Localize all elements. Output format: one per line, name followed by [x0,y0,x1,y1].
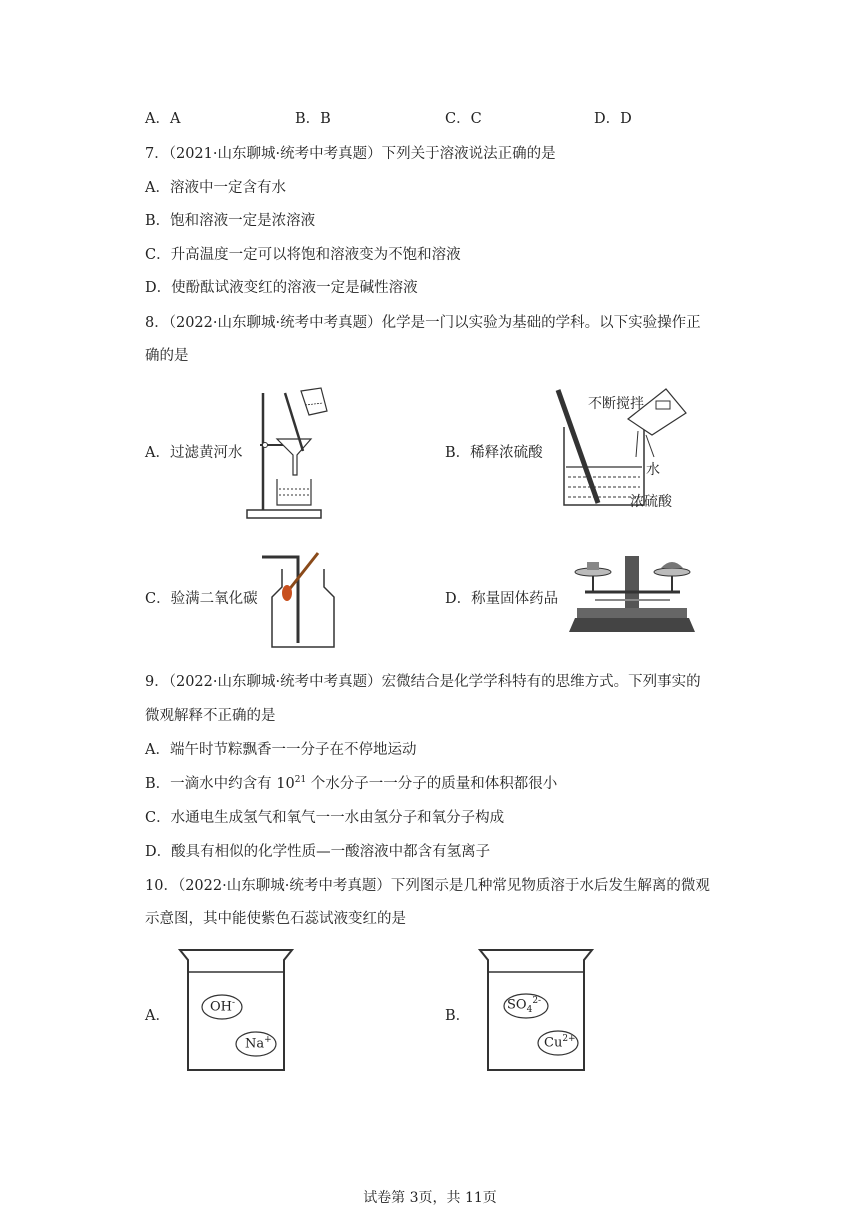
q8-option-c: C．验满二氧化碳 [145,591,258,607]
ion-sulfate: $SO_4^{2-}$ [507,996,542,1015]
q10-stem-line1: 10．（2022·山东聊城·统考中考真题）下列图示是几种常见物质溶于水后发生解离的微观 [145,878,710,894]
q6-option-d: D．D [594,111,632,127]
stir-label: 不断搅拌 [588,396,644,412]
water-label: 水 [646,462,660,478]
q8-stem-line2: 确的是 [145,348,189,364]
q6-option-b: B．B [295,111,331,127]
q9-option-a: A．端午时节粽飘香一一分子在不停地运动 [145,742,417,758]
co2-test-figure [262,551,344,651]
q7-stem: 7．（2021·山东聊城·统考中考真题）下列关于溶液说法正确的是 [145,146,556,162]
ion-hydroxide: OH- [210,998,236,1015]
q9-option-c: C．水通电生成氢气和氧气一一水由氢分子和氧分子构成 [145,810,505,826]
acid-label: 浓硫酸 [630,494,672,510]
q9-stem-line2: 微观解释不正确的是 [145,708,276,724]
q6-option-a: A．A [145,111,181,127]
q8-stem-line1: 8．（2022·山东聊城·统考中考真题）化学是一门以实验为基础的学科。以下实验操作正 [145,315,701,331]
balance-figure [565,548,700,634]
q10-option-a: A． [145,1008,170,1024]
q7-option-b: B．饱和溶液一定是浓溶液 [145,213,316,229]
q8-option-a: A．过滤黄河水 [145,445,243,461]
q9-option-b: B．一滴水中约含有 $10^{21}$ 个水分子一一分子的质量和体积都很小 [145,775,558,792]
q10-option-b: B． [445,1008,471,1024]
ion-copper: $Cu^{2+}$ [544,1034,576,1051]
q9-stem-line1: 9．（2022·山东聊城·统考中考真题）宏微结合是化学学科特有的思维方式。下列事实的 [145,674,701,690]
q7-option-c: C．升高温度一定可以将饱和溶液变为不饱和溶液 [145,247,461,263]
q8-option-d: D．称量固体药品 [445,591,559,607]
ion-sodium: Na+ [245,1035,272,1052]
q9-option-d: D．酸具有相似的化学性质—一酸溶液中都含有氢离子 [145,844,491,860]
q8-option-b: B．稀释浓硫酸 [445,445,543,461]
filtration-figure [245,383,335,520]
beaker-a-figure [176,946,296,1074]
page-footer: 试卷第 3页，共 11页 [363,1190,497,1206]
q10-stem-line2: 示意图，其中能使紫色石蕊试液变红的是 [145,911,406,927]
q7-option-d: D．使酚酞试液变红的溶液一定是碱性溶液 [145,280,418,296]
q6-option-c: C．C [445,111,482,127]
q7-option-a: A．溶液中一定含有水 [145,180,286,196]
